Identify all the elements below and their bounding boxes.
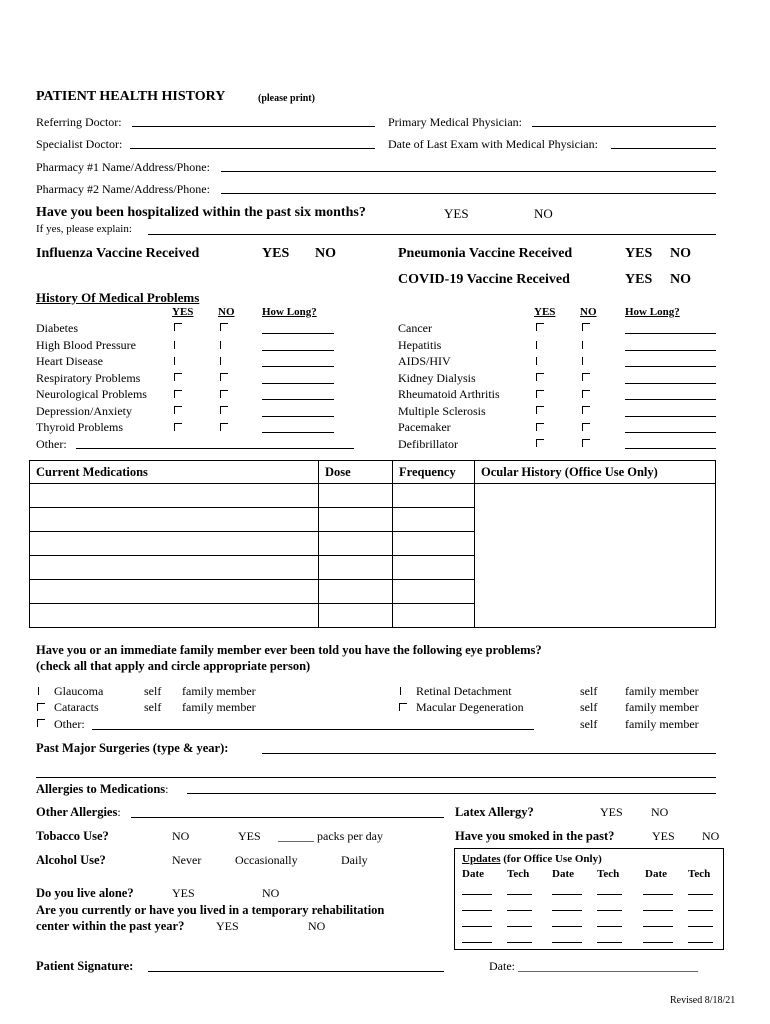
condition-no-checkbox[interactable]	[220, 390, 228, 398]
condition-yes-checkbox[interactable]	[536, 439, 544, 447]
page-subtitle: (please print)	[258, 93, 315, 104]
macular-self[interactable]: self	[580, 700, 598, 714]
condition-yes-checkbox[interactable]	[174, 357, 175, 365]
condition-howlong-field[interactable]	[262, 350, 334, 351]
allergies-medications-field[interactable]	[187, 793, 716, 794]
condition-label: Thyroid Problems	[36, 420, 123, 434]
condition-no-checkbox[interactable]	[220, 373, 228, 381]
explain-label: If yes, please explain:	[36, 223, 132, 235]
latex-yes[interactable]: YES	[600, 805, 623, 819]
condition-no-checkbox[interactable]	[582, 373, 590, 381]
update-tech-field[interactable]	[597, 910, 622, 911]
condition-yes-checkbox[interactable]	[536, 423, 544, 431]
condition-no-checkbox[interactable]	[582, 439, 590, 447]
history-col-no-left: NO	[218, 306, 235, 318]
condition-yes-checkbox[interactable]	[174, 406, 182, 414]
col-current-medications: Current Medications	[30, 461, 319, 484]
condition-label: Cancer	[398, 321, 432, 335]
condition-yes-checkbox[interactable]	[174, 390, 182, 398]
condition-no-checkbox[interactable]	[220, 406, 228, 414]
glaucoma-checkbox[interactable]	[38, 687, 39, 695]
live-alone-label: Do you live alone?	[36, 886, 134, 900]
tobacco-yes[interactable]: YES	[238, 829, 261, 843]
history-col-howlong-right: How Long?	[625, 306, 680, 318]
retinal-self[interactable]: self	[580, 684, 598, 698]
condition-label: Rheumatoid Arthritis	[398, 387, 500, 401]
freq-cell[interactable]	[393, 484, 475, 508]
update-date-field[interactable]	[462, 926, 492, 927]
update-tech-field[interactable]	[688, 942, 713, 943]
alcohol-occasionally[interactable]: Occasionally	[235, 853, 298, 867]
surgeries-field[interactable]	[262, 753, 716, 754]
covid-yes[interactable]: YES	[625, 272, 653, 287]
update-tech-field[interactable]	[507, 910, 532, 911]
condition-label: Pacemaker	[398, 420, 451, 434]
cataracts-checkbox[interactable]	[37, 703, 45, 711]
update-tech-field[interactable]	[597, 926, 622, 927]
dose-cell[interactable]	[319, 580, 393, 604]
update-date-field[interactable]	[462, 910, 492, 911]
update-tech-field[interactable]	[688, 894, 713, 895]
history-col-howlong-left: How Long?	[262, 306, 317, 318]
macular-label: Macular Degeneration	[416, 700, 524, 714]
update-tech-field[interactable]	[688, 910, 713, 911]
specialist-doctor-label: Specialist Doctor:	[36, 137, 123, 151]
condition-no-checkbox[interactable]	[582, 357, 583, 365]
condition-howlong-field[interactable]	[625, 432, 716, 433]
condition-label: Heart Disease	[36, 354, 103, 368]
revised-date: Revised 8/18/21	[670, 995, 736, 1006]
condition-no-checkbox[interactable]	[220, 423, 228, 431]
other-eye-label: Other:	[54, 717, 85, 731]
alcohol-never[interactable]: Never	[172, 853, 202, 867]
condition-howlong-field[interactable]	[262, 432, 334, 433]
update-date-field[interactable]	[462, 942, 492, 943]
pharmacy1-label: Pharmacy #1 Name/Address/Phone:	[36, 160, 210, 174]
dose-cell[interactable]	[319, 532, 393, 556]
med-cell[interactable]	[30, 604, 319, 628]
other-eye-self[interactable]: self	[580, 717, 598, 731]
signature-date[interactable]: Date: ______________________________	[489, 959, 698, 973]
condition-howlong-field[interactable]	[262, 383, 334, 384]
condition-label: Depression/Anxiety	[36, 404, 132, 418]
other-condition-field[interactable]	[76, 448, 354, 449]
cataracts-self[interactable]: self	[144, 700, 162, 714]
update-tech-field[interactable]	[688, 926, 713, 927]
condition-yes-checkbox[interactable]	[174, 341, 175, 349]
updates-col-date: Date	[552, 868, 574, 880]
condition-no-checkbox[interactable]	[582, 390, 590, 398]
other-condition-label: Other:	[36, 437, 67, 451]
update-date-field[interactable]	[462, 894, 492, 895]
tobacco-packs[interactable]: ______ packs per day	[278, 829, 383, 843]
latex-allergy-label: Latex Allergy?	[455, 805, 534, 819]
condition-no-checkbox[interactable]	[582, 323, 590, 331]
col-ocular-history: Ocular History (Office Use Only)	[475, 461, 716, 484]
update-date-field[interactable]	[552, 910, 582, 911]
update-date-field[interactable]	[552, 894, 582, 895]
influenza-no[interactable]: NO	[315, 246, 336, 261]
med-cell[interactable]	[30, 556, 319, 580]
updates-col-date: Date	[462, 868, 484, 880]
condition-label: Defibrillator	[398, 437, 458, 451]
condition-yes-checkbox[interactable]	[174, 423, 182, 431]
med-cell[interactable]	[30, 484, 319, 508]
freq-cell[interactable]	[393, 604, 475, 628]
med-cell[interactable]	[30, 580, 319, 604]
condition-label: Respiratory Problems	[36, 371, 141, 385]
update-date-field[interactable]	[552, 942, 582, 943]
page-title: PATIENT HEALTH HISTORY	[36, 89, 226, 104]
condition-no-checkbox[interactable]	[582, 406, 590, 414]
macular-checkbox[interactable]	[399, 703, 407, 711]
freq-cell[interactable]	[393, 508, 475, 532]
other-eye-checkbox[interactable]	[37, 719, 45, 727]
updates-title: Updates (for Office Use Only)	[462, 853, 602, 865]
condition-label: Multiple Sclerosis	[398, 404, 486, 418]
update-date-field[interactable]	[643, 894, 673, 895]
condition-label: High Blood Pressure	[36, 338, 136, 352]
freq-cell[interactable]	[393, 580, 475, 604]
col-frequency: Frequency	[393, 461, 475, 484]
tobacco-no[interactable]: NO	[172, 829, 190, 843]
update-tech-field[interactable]	[597, 942, 622, 943]
condition-howlong-field[interactable]	[625, 448, 716, 449]
condition-no-checkbox[interactable]	[220, 357, 221, 365]
tobacco-label: Tobacco Use?	[36, 829, 109, 843]
update-tech-field[interactable]	[507, 926, 532, 927]
signature-label: Patient Signature:	[36, 959, 134, 973]
glaucoma-self[interactable]: self	[144, 684, 162, 698]
updates-col-date: Date	[645, 868, 667, 880]
condition-howlong-field[interactable]	[262, 416, 334, 417]
pneumonia-no[interactable]: NO	[670, 246, 691, 261]
condition-label: Kidney Dialysis	[398, 371, 476, 385]
live-alone-yes[interactable]: YES	[172, 886, 195, 900]
alcohol-daily[interactable]: Daily	[341, 853, 368, 867]
condition-howlong-field[interactable]	[625, 366, 716, 367]
macular-family[interactable]: family member	[625, 700, 699, 714]
condition-yes-checkbox[interactable]	[174, 373, 182, 381]
pneumonia-yes[interactable]: YES	[625, 246, 653, 261]
family-question-line1: Have you or an immediate family member ever been told you have the following eye problems?	[36, 643, 542, 657]
condition-yes-checkbox[interactable]	[536, 323, 544, 331]
condition-label: Hepatitis	[398, 338, 442, 352]
signature-field[interactable]	[148, 971, 444, 972]
updates-col-tech: Tech	[507, 868, 530, 880]
primary-physician-label: Primary Medical Physician:	[388, 115, 522, 129]
dose-cell[interactable]	[319, 556, 393, 580]
influenza-yes[interactable]: YES	[262, 246, 290, 261]
condition-howlong-field[interactable]	[625, 333, 716, 334]
condition-yes-checkbox[interactable]	[174, 323, 182, 331]
updates-col-tech: Tech	[597, 868, 620, 880]
alcohol-label: Alcohol Use?	[36, 853, 106, 867]
primary-physician-field[interactable]	[532, 126, 716, 127]
col-dose: Dose	[319, 461, 393, 484]
live-alone-no[interactable]: NO	[262, 886, 280, 900]
condition-howlong-field[interactable]	[625, 383, 716, 384]
condition-howlong-field[interactable]	[262, 366, 334, 367]
last-exam-label: Date of Last Exam with Medical Physician:	[388, 137, 598, 151]
smoked-label: Have you smoked in the past?	[455, 829, 615, 843]
update-date-field[interactable]	[643, 910, 673, 911]
condition-howlong-field[interactable]	[625, 350, 716, 351]
pharmacy2-field[interactable]	[221, 193, 716, 194]
condition-yes-checkbox[interactable]	[536, 406, 544, 414]
freq-cell[interactable]	[393, 556, 475, 580]
condition-howlong-field[interactable]	[262, 399, 334, 400]
hospitalized-no[interactable]: NO	[534, 206, 553, 221]
med-cell[interactable]	[30, 508, 319, 532]
specialist-doctor-field[interactable]	[130, 148, 375, 149]
pneumonia-label: Pneumonia Vaccine Received	[398, 246, 573, 261]
pharmacy2-label: Pharmacy #2 Name/Address/Phone:	[36, 182, 210, 196]
medications-table	[29, 460, 716, 628]
dose-cell[interactable]	[319, 484, 393, 508]
condition-yes-checkbox[interactable]	[536, 357, 537, 365]
smoked-no[interactable]: NO	[702, 829, 720, 843]
history-title: History Of Medical Problems	[36, 290, 200, 305]
family-question-line2: (check all that apply and circle appropriate person)	[36, 659, 311, 673]
other-eye-field[interactable]	[92, 729, 534, 730]
cataracts-label: Cataracts	[54, 700, 99, 714]
dose-cell[interactable]	[319, 508, 393, 532]
pharmacy1-field[interactable]	[221, 171, 716, 172]
history-col-no-right: NO	[580, 306, 597, 318]
hospitalized-question: Have you been hospitalized within the past six months?	[36, 205, 366, 220]
update-date-field[interactable]	[643, 926, 673, 927]
covid-no[interactable]: NO	[670, 272, 691, 287]
other-allergies-field[interactable]	[131, 817, 444, 818]
condition-howlong-field[interactable]	[262, 333, 334, 334]
condition-howlong-field[interactable]	[625, 416, 716, 417]
dose-cell[interactable]	[319, 604, 393, 628]
condition-yes-checkbox[interactable]	[536, 373, 544, 381]
condition-no-checkbox[interactable]	[582, 423, 590, 431]
condition-no-checkbox[interactable]	[582, 341, 583, 349]
condition-yes-checkbox[interactable]	[536, 390, 544, 398]
retinal-checkbox[interactable]	[400, 687, 401, 695]
covid-label: COVID-19 Vaccine Received	[398, 272, 570, 287]
update-tech-field[interactable]	[507, 894, 532, 895]
rehab-question-line2: center within the past year?	[36, 919, 185, 933]
rehab-question-line1: Are you currently or have you lived in a temporary rehabilitation	[36, 903, 385, 917]
rehab-no[interactable]: NO	[308, 919, 326, 933]
condition-label: Neurological Problems	[36, 387, 147, 401]
last-exam-field[interactable]	[611, 148, 716, 149]
history-col-yes-left: YES	[172, 306, 194, 318]
condition-howlong-field[interactable]	[625, 399, 716, 400]
update-date-field[interactable]	[552, 926, 582, 927]
condition-label: AIDS/HIV	[398, 354, 451, 368]
rehab-yes[interactable]: YES	[216, 919, 239, 933]
condition-no-checkbox[interactable]	[220, 323, 228, 331]
influenza-label: Influenza Vaccine Received	[36, 246, 200, 261]
condition-yes-checkbox[interactable]	[536, 341, 537, 349]
referring-doctor-label: Referring Doctor:	[36, 115, 122, 129]
glaucoma-family[interactable]: family member	[182, 684, 256, 698]
cataracts-family[interactable]: family member	[182, 700, 256, 714]
surgeries-label: Past Major Surgeries (type & year):	[36, 741, 229, 755]
referring-doctor-field[interactable]	[132, 126, 375, 127]
update-tech-field[interactable]	[507, 942, 532, 943]
freq-cell[interactable]	[393, 532, 475, 556]
ocular-history-cell	[475, 484, 716, 628]
explain-field[interactable]	[148, 234, 716, 235]
retinal-label: Retinal Detachment	[416, 684, 512, 698]
med-cell[interactable]	[30, 532, 319, 556]
other-eye-family[interactable]: family member	[625, 717, 699, 731]
condition-label: Diabetes	[36, 321, 78, 335]
surgeries-field-2[interactable]	[36, 777, 716, 778]
updates-col-tech: Tech	[688, 868, 711, 880]
condition-no-checkbox[interactable]	[220, 341, 221, 349]
retinal-family[interactable]: family member	[625, 684, 699, 698]
allergies-medications-label: Allergies to Medications:	[36, 782, 169, 796]
update-tech-field[interactable]	[597, 894, 622, 895]
glaucoma-label: Glaucoma	[54, 684, 104, 698]
hospitalized-yes[interactable]: YES	[444, 206, 469, 221]
history-col-yes-right: YES	[534, 306, 556, 318]
other-allergies-label: Other Allergies:	[36, 805, 121, 819]
smoked-yes[interactable]: YES	[652, 829, 675, 843]
update-date-field[interactable]	[643, 942, 673, 943]
latex-no[interactable]: NO	[651, 805, 669, 819]
